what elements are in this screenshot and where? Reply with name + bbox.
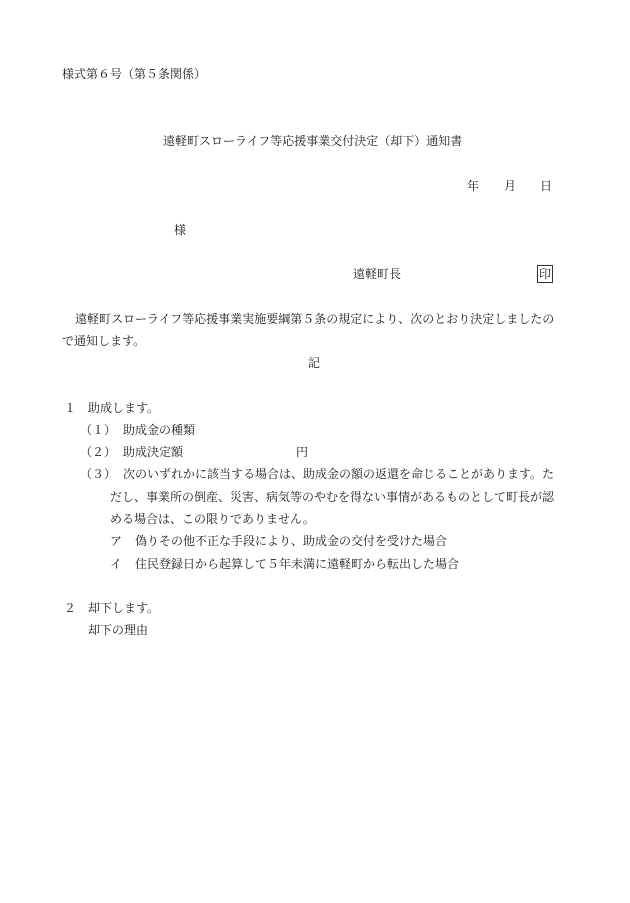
item-3-line-2: だし、事業所の倒産、災害、病気等のやむを得ない事情があるものとして町長が認: [110, 490, 555, 504]
item-1-number: （１）: [80, 423, 117, 437]
section-1-number: １: [64, 401, 77, 415]
date-month: 月: [504, 179, 517, 193]
item-3-number: （３）: [80, 467, 117, 481]
item-1-label: 助成金の種類: [123, 423, 196, 437]
sub-item-a-mark: ア: [110, 534, 123, 548]
form-id: 様式第６号（第５条関係）: [62, 67, 207, 81]
addressee-suffix: 様: [174, 223, 187, 237]
item-2-label: 助成決定額: [123, 445, 184, 459]
document-title: 遠軽町スローライフ等応援事業交付決定（却下）通知書: [163, 134, 463, 148]
date-year: 年: [467, 179, 480, 193]
body-line-2: で通知します。: [62, 334, 146, 348]
sub-item-i-mark: イ: [110, 557, 123, 571]
section-1-heading: 助成します。: [88, 401, 160, 415]
section-2-number: ２: [64, 601, 77, 615]
date-day: 日: [540, 179, 553, 193]
item-3-line-3: める場合は、この限りでありません。: [110, 512, 315, 526]
seal-stamp-icon: 印: [539, 267, 552, 281]
item-3-line-1: 次のいずれかに該当する場合は、助成金の額の返還を命じることがあります。た: [123, 467, 555, 481]
sub-item-a-text: 偽りその他不正な手段により、助成金の交付を受けた場合: [135, 534, 448, 548]
body-line-1: 遠軽町スローライフ等応援事業実施要綱第５条の規定により、次のとおり決定しましたの: [75, 312, 555, 326]
item-2-unit: 円: [296, 445, 309, 459]
issuer: 遠軽町長: [353, 267, 402, 281]
rejection-reason-label: 却下の理由: [88, 623, 149, 637]
ki-heading: 記: [308, 356, 321, 370]
item-2-number: （２）: [80, 445, 117, 459]
sub-item-i-text: 住民登録日から起算して５年未満に遠軽町から転出した場合: [135, 557, 460, 571]
seal-mark: [537, 265, 553, 283]
section-2-heading: 却下します。: [88, 601, 160, 615]
